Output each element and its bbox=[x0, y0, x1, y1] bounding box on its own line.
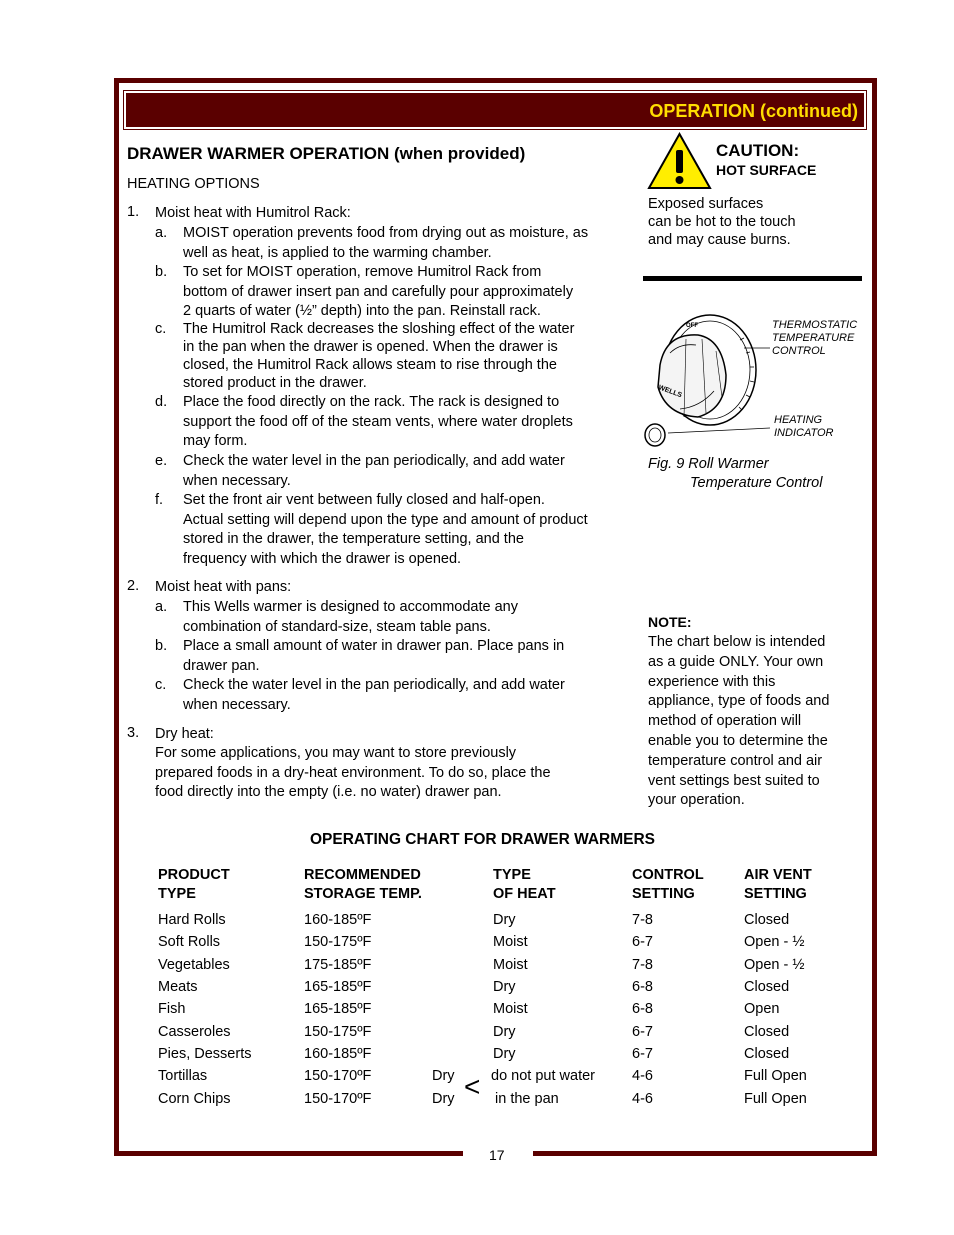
list-subitem-line: Actual setting will depend upon the type and amount of product bbox=[183, 511, 588, 528]
table-cell-heat: Dry bbox=[432, 1068, 455, 1084]
note-line: temperature control and air bbox=[648, 752, 823, 769]
table-cell-heat-note: in the pan bbox=[491, 1091, 559, 1107]
table-cell-vent: Open - ½ bbox=[744, 957, 805, 973]
chart-title: OPERATING CHART FOR DRAWER WARMERS bbox=[310, 831, 656, 848]
table-cell-vent: Closed bbox=[744, 1046, 790, 1062]
note-line: appliance, type of foods and bbox=[648, 693, 830, 710]
table-cell-vent: Full Open bbox=[744, 1068, 807, 1084]
table-cell-vent: Closed bbox=[744, 1024, 790, 1040]
list-subitem-letter: b. bbox=[155, 638, 168, 654]
list-subitem-line: well as heat, is applied to the warming chamber. bbox=[183, 244, 492, 261]
table-cell-control: 6-7 bbox=[632, 934, 653, 950]
list-item-line: prepared foods in a dry-heat environment. To do so, place the bbox=[155, 764, 551, 781]
column-header-line: PRODUCT bbox=[158, 867, 230, 883]
list-item-number: 3. bbox=[127, 725, 140, 741]
column-header-line: OF HEAT bbox=[493, 886, 556, 902]
column-header-line: TYPE bbox=[493, 867, 531, 883]
note-line: method of operation will bbox=[648, 713, 802, 730]
table-cell-temp: 160-185ºF bbox=[304, 1046, 372, 1062]
table-cell-vent: Closed bbox=[744, 979, 790, 995]
list-subitem-line: when necessary. bbox=[183, 472, 291, 489]
column-header-control bbox=[632, 866, 704, 904]
temperature-control-knob-illustration bbox=[640, 305, 770, 455]
thermostat-label bbox=[772, 319, 857, 358]
table-cell-heat: Moist bbox=[493, 1001, 528, 1017]
column-header-temp bbox=[304, 866, 422, 904]
table-cell-temp: 150-170ºF bbox=[304, 1091, 372, 1107]
note-line: vent settings best suited to bbox=[648, 772, 820, 789]
list-subitem-line: Check the water level in the pan periodically, and add water bbox=[183, 677, 565, 693]
table-cell-heat: Dry bbox=[493, 1024, 516, 1040]
heating-indicator-label-line: INDICATOR bbox=[774, 427, 834, 439]
table-cell-heat: Dry bbox=[493, 979, 516, 995]
table-cell-control: 7-8 bbox=[632, 912, 653, 928]
table-cell-temp: 150-175ºF bbox=[304, 1024, 372, 1040]
thermostat-label-line: THERMOSTATIC bbox=[772, 319, 858, 331]
heating-indicator-label-line: HEATING bbox=[774, 414, 823, 426]
list-subitem-letter: c. bbox=[155, 677, 167, 693]
list-subitem-letter: a. bbox=[155, 225, 168, 241]
table-cell-temp: 165-185ºF bbox=[304, 979, 372, 995]
column-header-product bbox=[158, 866, 230, 904]
list-subitem-line: in the pan when the drawer is opened. When the drawer is bbox=[183, 339, 558, 355]
list-subitem-line: combination of standard-size, steam table pans. bbox=[183, 618, 491, 635]
figure-caption bbox=[648, 455, 822, 493]
list-subitem-letter: b. bbox=[155, 264, 168, 280]
list-subitem-line: Place a small amount of water in drawer pan. Place pans in bbox=[183, 638, 565, 654]
column-header-line: TYPE bbox=[158, 886, 196, 902]
column-header-line: RECOMMENDED bbox=[304, 867, 421, 883]
list-subitem-line: Place the food directly on the rack. The rack is designed to bbox=[183, 394, 560, 410]
note-line: as a guide ONLY. Your own bbox=[648, 653, 824, 670]
list-subitem-letter: f. bbox=[155, 492, 164, 508]
list-subitem-line: MOIST operation prevents food from drying out as moisture, as bbox=[183, 225, 589, 241]
table-cell-vent: Open - ½ bbox=[744, 934, 805, 950]
list-item-line: For some applications, you may want to store previously bbox=[155, 745, 517, 761]
table-cell-control: 6-7 bbox=[632, 1046, 653, 1062]
header-title: OPERATION (continued) bbox=[649, 101, 858, 121]
table-cell-control: 7-8 bbox=[632, 957, 653, 973]
table-cell-control: 4-6 bbox=[632, 1091, 653, 1107]
list-subitem-line: 2 quarts of water (½” depth) into the pan. Reinstall rack. bbox=[183, 303, 541, 319]
table-cell-heat: Moist bbox=[493, 957, 528, 973]
list-subitem-line: when necessary. bbox=[183, 696, 291, 713]
list-subitem-line: Set the front air vent between fully closed and half-open. bbox=[183, 492, 545, 508]
table-cell-heat: Dry bbox=[432, 1091, 455, 1107]
thermostat-label-line: TEMPERATURE bbox=[772, 332, 855, 344]
list-subitem-line: The Humitrol Rack decreases the sloshing effect of the water bbox=[183, 321, 575, 337]
list-item-title: Moist heat with Humitrol Rack: bbox=[155, 205, 351, 221]
note-line: experience with this bbox=[648, 673, 776, 690]
table-cell-product: Casseroles bbox=[158, 1024, 231, 1040]
figure-caption-line: Temperature Control bbox=[690, 475, 823, 491]
note-line: your operation. bbox=[648, 792, 745, 809]
table-cell-heat: Dry bbox=[493, 912, 516, 928]
note-line: The chart below is intended bbox=[648, 634, 826, 650]
table-cell-product: Corn Chips bbox=[158, 1091, 231, 1107]
column-header-line: CONTROL bbox=[632, 867, 704, 883]
bracket-symbol: < bbox=[464, 1071, 481, 1102]
caution-line: and may cause burns. bbox=[648, 232, 791, 248]
list-subitem-line: This Wells warmer is designed to accommodate any bbox=[183, 599, 518, 615]
header-bar bbox=[124, 91, 866, 129]
table-cell-vent: Full Open bbox=[744, 1091, 807, 1107]
column-header-line: SETTING bbox=[632, 886, 695, 902]
table-cell-heat-note: do not put water bbox=[491, 1068, 595, 1084]
table-cell-product: Vegetables bbox=[158, 957, 230, 973]
list-subitem-letter: a. bbox=[155, 599, 168, 615]
table-cell-vent: Closed bbox=[744, 912, 790, 928]
caution-text bbox=[648, 195, 796, 249]
table-cell-product: Fish bbox=[158, 1001, 186, 1017]
caution-title: CAUTION: bbox=[716, 141, 800, 160]
table-cell-temp: 150-170ºF bbox=[304, 1068, 372, 1084]
column-header-heat bbox=[493, 866, 556, 904]
list-item-number: 1. bbox=[127, 204, 140, 220]
list-subitem-letter: d. bbox=[155, 394, 168, 410]
note-title: NOTE: bbox=[648, 614, 692, 630]
note-line: enable you to determine the bbox=[648, 732, 828, 749]
table-cell-control: 6-8 bbox=[632, 1001, 653, 1017]
table-cell-vent: Open bbox=[744, 1001, 780, 1017]
list-item-number: 2. bbox=[127, 578, 140, 594]
list-subitem-letter: c. bbox=[155, 321, 167, 337]
page-number: 17 bbox=[489, 1147, 505, 1163]
list-item-line: food directly into the empty (i.e. no water) drawer pan. bbox=[155, 784, 502, 800]
list-subitem-line: To set for MOIST operation, remove Humitrol Rack from bbox=[183, 264, 542, 280]
table-cell-temp: 175-185ºF bbox=[304, 957, 372, 973]
list-subitem-line: frequency with which the drawer is opened. bbox=[183, 550, 462, 567]
list-subitem-line: bottom of drawer insert pan and carefully pour approximately bbox=[183, 283, 574, 300]
table-cell-product: Meats bbox=[158, 979, 198, 995]
list-item-title: Dry heat: bbox=[155, 726, 214, 742]
table-cell-product: Hard Rolls bbox=[158, 912, 226, 928]
section-subtitle: HEATING OPTIONS bbox=[127, 176, 260, 192]
heating-indicator-label bbox=[774, 414, 834, 440]
section-title: DRAWER WARMER OPERATION (when provided) bbox=[127, 144, 526, 163]
column-header-vent bbox=[744, 866, 812, 904]
caution-line: can be hot to the touch bbox=[648, 214, 796, 230]
figure-caption-line: Fig. 9 Roll Warmer bbox=[648, 456, 769, 472]
knob-brand-label: WELLS bbox=[657, 384, 683, 400]
warning-icon bbox=[647, 132, 712, 190]
knob-off-label: OFF bbox=[686, 323, 698, 329]
table-cell-temp: 160-185ºF bbox=[304, 912, 372, 928]
divider bbox=[643, 276, 862, 281]
list-subitem-line: closed, the Humitrol Rack allows steam to rise through the bbox=[183, 357, 557, 373]
list-subitem-line: stored in the drawer, the temperature setting, and the bbox=[183, 531, 524, 547]
list-subitem-line: Check the water level in the pan periodically, and add water bbox=[183, 453, 565, 469]
table-cell-product: Pies, Desserts bbox=[158, 1046, 252, 1062]
list-subitem-line: drawer pan. bbox=[183, 657, 260, 674]
column-header-line: STORAGE TEMP. bbox=[304, 886, 422, 902]
thermostat-label-line: CONTROL bbox=[772, 345, 826, 357]
column-header-line: AIR VENT bbox=[744, 867, 812, 883]
table-cell-temp: 150-175ºF bbox=[304, 934, 372, 950]
caution-line: Exposed surfaces bbox=[648, 196, 764, 212]
table-cell-control: 4-6 bbox=[632, 1068, 653, 1084]
list-subitem-line: may form. bbox=[183, 433, 248, 449]
table-cell-product: Soft Rolls bbox=[158, 934, 221, 950]
table-cell-temp: 165-185ºF bbox=[304, 1001, 372, 1017]
list-subitem-line: support the food off of the steam vents, where water droplets bbox=[183, 413, 573, 430]
table-cell-control: 6-7 bbox=[632, 1024, 653, 1040]
list-item-title: Moist heat with pans: bbox=[155, 579, 292, 595]
list-item-body bbox=[155, 744, 625, 803]
table-cell-heat: Dry bbox=[493, 1046, 516, 1062]
column-header-line: SETTING bbox=[744, 886, 807, 902]
note-text bbox=[648, 633, 858, 811]
list-subitem-line: stored product in the drawer. bbox=[183, 375, 367, 391]
table-cell-heat: Moist bbox=[493, 934, 528, 950]
list-subitem-letter: e. bbox=[155, 453, 168, 469]
table-cell-product: Tortillas bbox=[158, 1068, 208, 1084]
caution-subtitle: HOT SURFACE bbox=[716, 162, 817, 178]
table-cell-control: 6-8 bbox=[632, 979, 653, 995]
